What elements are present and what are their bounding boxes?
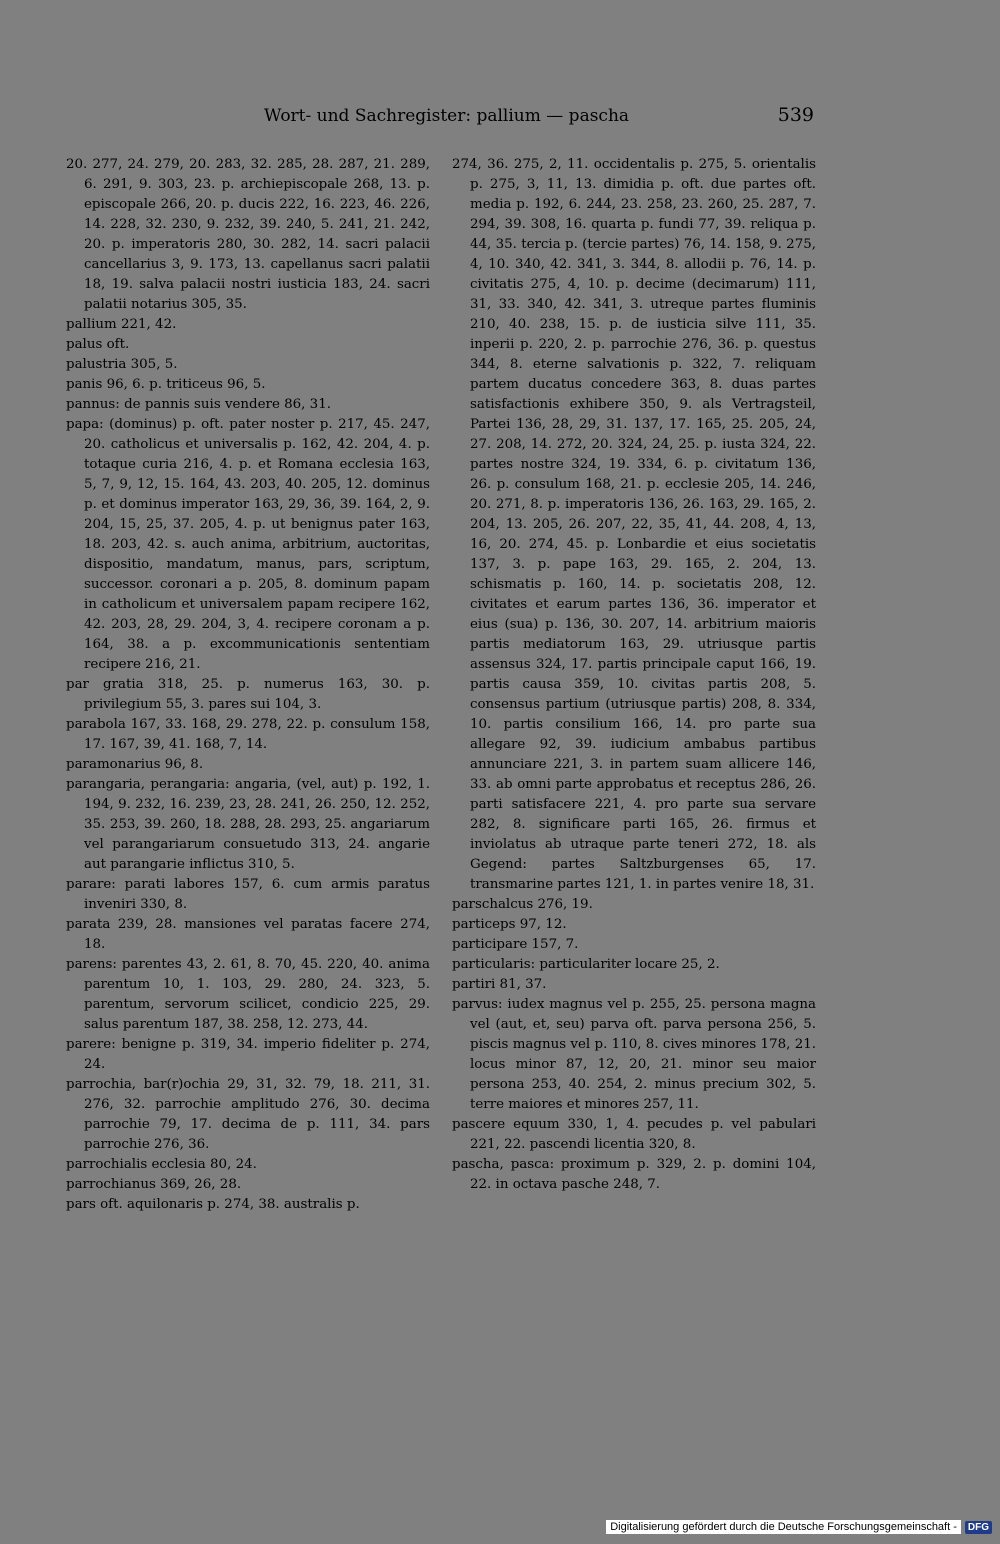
index-entry: palustria 305, 5. [66, 357, 178, 372]
index-entry: particularis: particulariter locare 25, 2. [452, 957, 720, 972]
index-entry: parere: benigne p. 319, 34. imperio fideliter p. 274, 24. [66, 1037, 430, 1072]
index-entry: parens: parentes 43, 2. 61, 8. 70, 45. 220, 40. anima parentum 10, 1. 103, 29. 280, 24. 323, 5. parentum, servorum scilicet, condicio 225, 29. salus parentum 187, 38. 258, 12. 273, 44. [66, 957, 430, 1032]
digitization-footer [606, 1517, 992, 1537]
index-entry: pars oft. aquilonaris p. 274, 38. australis p. [66, 1197, 360, 1212]
running-title: Wort- und Sachregister: pallium — pascha [264, 106, 630, 126]
index-entry: pannus: de pannis suis vendere 86, 31. [66, 397, 331, 412]
left-column [66, 155, 430, 1215]
index-entry: participare 157, 7. [452, 937, 579, 952]
index-entry: pascere equum 330, 1, 4. pecudes p. vel pabulari 221, 22. pascendi licentia 320, 8. [452, 1117, 816, 1152]
index-entry: 274, 36. 275, 2, 11. occidentalis p. 275, 5. orientalis p. 275, 3, 11, 13. dimidia p. oft. due partes oft. media p. 192, 6. 244, 23. 258, 23. 260, 25. 287, 7. 294, 39. 308, 16. quarta p. fundi 77, 39. reliqua p. 44, 35. tercia p. (tercie partes) 76, 14. 158, 9. 275, 4, 10. 340, 42. 341, 3. 344, 8. allodii p. 76, 14. p. civitatis 275, 4, 10. p. decime (decimarum) 111, 31, 33. 340, 42. 341, 3. utreque partes fluminis 210, 40. 238, 15. p. de iusticia silve 111, 35. inperii p. 220, 2. p. parrochie 276, 36. p. questus 344, 8. eterne salvationis p. 322, 7. reliquam partem ducatus concedere 363, 8. duas partes satisfactionis exhibere 350, 9. als Vertragsteil, Partei 136, 28, 29, 31. 137, 17. 165, 25. 205, 24, 27. 208, 14. 272, 20. 324, 24, 25. p. iusta 324, 22. partes nostre 324, 19. 334, 6. p. civitatum 136, 26. p. consulum 168, 21. p. ecclesie 205, 14. 246, 20. 271, 8. p. imperatoris 136, 26. 163, 29. 165, 2. 204, 13. 205, 26. 207, 22, 35, 41, 44. 208, 4, 13, 16, 20. 274, 45. p. Lonbardie et eius societatis 137, 3. p. pape 163, 29. 165, 2. 204, 13. schismatis p. 160, 14. p. societatis 208, 12. civitates et earum partes 136, 36. imperator et eius (sua) p. 136, 30. 207, 14. arbitrium maioris partis mediatorum 163, 29. utriusque partis assensus 324, 17. partis principale caput 166, 19. partis causa 359, 10. civitas partis 208, 5. consensus partium (utriusque partis) 208, 8. 334, 10. partis consilium 166, 14. pro parte sua allegare 92, 39. iudicium ambabus partibus annunciare 221, 3. in partem suam allicere 146, 33. ab omni parte approbatus et receptus 286, 26. parti satisfacere 221, 4. pro parte sua servare 282, 8. significare parti 165, 26. firmus et inviolatus ab utraque parte teneri 272, 18. als Gegend: partes Saltzburgenses 65, 17. transmarine partes 121, 1. in partes venire 18, 31. [452, 157, 816, 892]
dfg-logo-icon: DFG [965, 1521, 992, 1534]
index-entry: parrochianus 369, 26, 28. [66, 1177, 242, 1192]
index-entry: paramonarius 96, 8. [66, 757, 204, 772]
index-entry: partiri 81, 37. [452, 977, 547, 992]
index-entry: parschalcus 276, 19. [452, 897, 593, 912]
index-entry: papa: (dominus) p. oft. pater noster p. 217, 45. 247, 20. catholicus et universalis p. 162, 42. 204, 4. p. totaque curia 216, 4. p. et Romana ecclesia 163, 5, 7, 9, 12, 15. 164, 43. 203, 40. 205, 12. dominus p. et dominus imperator 163, 29, 36, 39. 164, 2, 9. 204, 15, 25, 37. 205, 4. p. ut benignus pater 163, 18. 203, 42. s. auch anima, arbitrium, auctoritas, dispositio, mandatum, manus, pars, scriptum, successor. coronari a p. 205, 8. dominum papam in catholicum et universalem papam recipere 162, 42. 203, 28, 29. 204, 3, 4. recipere coronam a p. 164, 38. a p. excommunicationis sententiam recipere 216, 21. [66, 417, 430, 672]
right-column [452, 155, 816, 1195]
index-entry: parabola 167, 33. 168, 29. 278, 22. p. consulum 158, 17. 167, 39, 41. 168, 7, 14. [66, 717, 430, 752]
page-number: 539 [777, 104, 814, 126]
index-entry: parare: parati labores 157, 6. cum armis paratus inveniri 330, 8. [66, 877, 430, 912]
index-entry: par gratia 318, 25. p. numerus 163, 30. p. privilegium 55, 3. pares sui 104, 3. [66, 677, 430, 712]
index-entry: parata 239, 28. mansiones vel paratas facere 274, 18. [66, 917, 430, 952]
index-entry: pallium 221, 42. [66, 317, 177, 332]
index-entry: parangaria, perangaria: angaria, (vel, aut) p. 192, 1. 194, 9. 232, 16. 239, 23, 28. 241, 26. 250, 12. 252, 35. 253, 39. 260, 18. 288, 28. 293, 25. angariarum vel parangariarum consuetudo 313, 24. angarie aut parangarie inflictus 310, 5. [66, 777, 430, 872]
index-entry: parrochia, bar(r)ochia 29, 31, 32. 79, 18. 211, 31. 276, 32. parrochie amplitudo 276, 30. decima parrochie 79, 17. decima de p. 111, 34. pars parrochie 276, 36. [66, 1077, 430, 1152]
index-entry: parrochialis ecclesia 80, 24. [66, 1157, 257, 1172]
index-entry: panis 96, 6. p. triticeus 96, 5. [66, 377, 266, 392]
index-entry: parvus: iudex magnus vel p. 255, 25. persona magna vel (aut, et, seu) parva oft. parva persona 256, 5. piscis magnus vel p. 110, 8. cives minores 178, 21. locus minor 87, 12, 20, 21. minor seu maior persona 253, 40. 254, 2. minus precium 302, 5. terre maiores et minores 257, 11. [452, 997, 816, 1112]
funding-notice: Digitalisierung gefördert durch die Deutsche Forschungsgemeinschaft - [606, 1520, 961, 1534]
index-entry: palus oft. [66, 337, 130, 352]
index-entry: pascha, pasca: proximum p. 329, 2. p. domini 104, 22. in octava pasche 248, 7. [452, 1157, 816, 1192]
page-header [64, 104, 814, 132]
index-entry: 20. 277, 24. 279, 20. 283, 32. 285, 28. 287, 21. 289, 6. 291, 9. 303, 23. p. archiepiscopale 268, 13. p. episcopale 266, 20. p. ducis 222, 16. 223, 46. 226, 14. 228, 32. 230, 9. 232, 39. 240, 5. 241, 21. 242, 20. p. imperatoris 280, 30. 282, 14. sacri palacii cancellarius 3, 9. 173, 13. capellanus sacri palatii 18, 19. salva palacii nostri iusticia 183, 24. sacri palatii notarius 305, 35. [66, 157, 430, 312]
index-entry: particeps 97, 12. [452, 917, 567, 932]
